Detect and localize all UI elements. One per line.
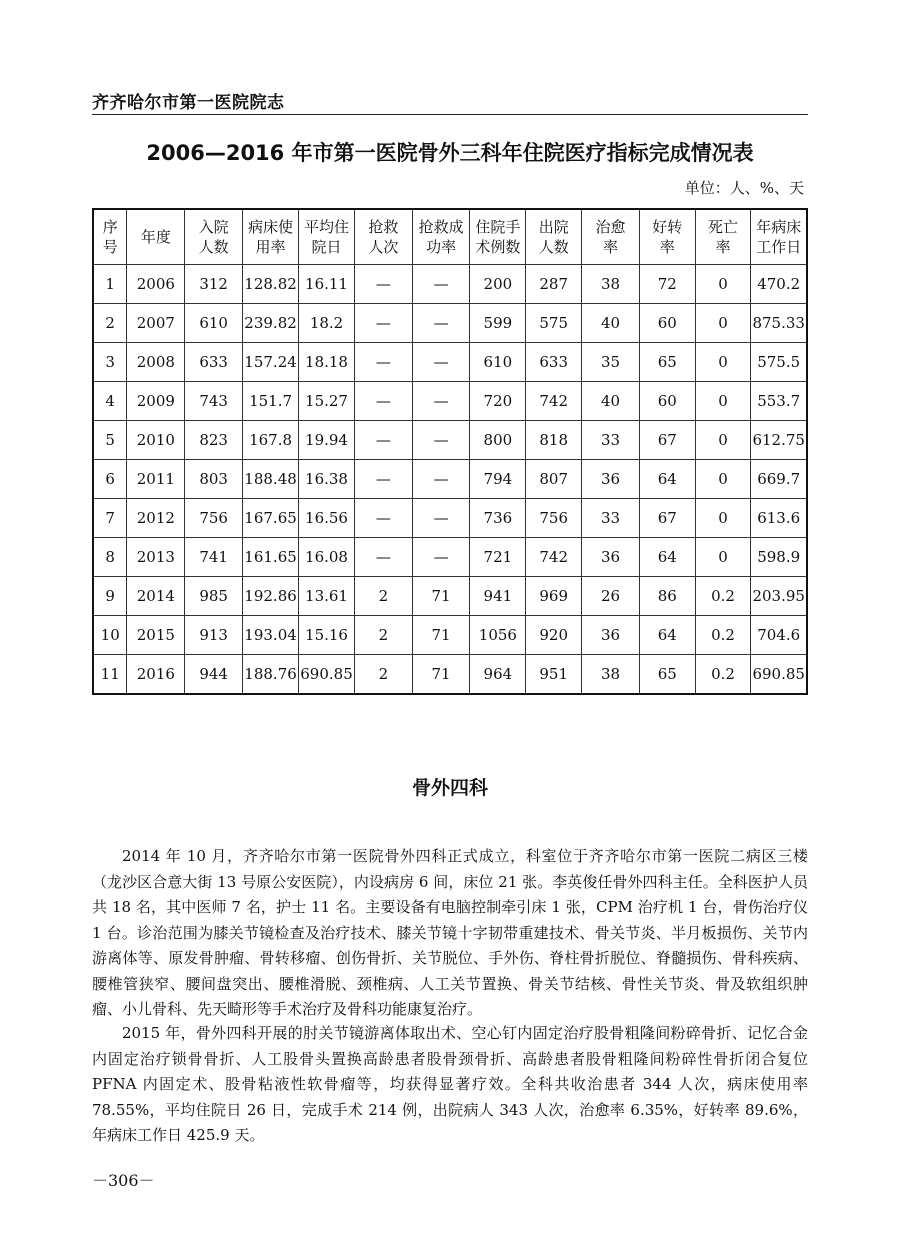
- table-cell: 690.85: [299, 655, 355, 695]
- column-header-line: 抢救成: [418, 218, 464, 236]
- column-header-line: 治愈: [595, 218, 626, 236]
- table-cell: 1: [93, 265, 127, 304]
- statistics-table: [92, 208, 808, 695]
- table-cell: —: [412, 382, 470, 421]
- table-cell: 2006: [127, 265, 185, 304]
- table-cell: 553.7: [751, 382, 807, 421]
- table-cell: 16.08: [299, 538, 355, 577]
- column-header-line: 年度: [140, 228, 171, 246]
- paragraph: 2014 年 10 月，齐齐哈尔市第一医院骨外四科正式成立，科室位于齐齐哈尔市第一医院二病区三楼（龙沙区合意大街 13 号原公安医院），内设病房 6 间，床位 21 张。李英俊任骨外四科主任。全科医护人员共 18 名，其中医师 7 名，护士 11 名。主要设备有电脑控制牵引床 1 张，CPM 治疗机 1 台，骨伤治疗仪 1 台。诊治范围为膝关节镜检查及治疗技术、膝关节镜十字韧带重建技术、骨关节炎、半月板损伤、关节内游离体等、原发骨肿瘤、骨转移瘤、创伤骨折、关节脱位、手外伤、脊柱骨折脱位、脊髓损伤、骨科疾病、腰椎管狭窄、腰间盘突出、腰椎滑脱、颈椎病、人工关节置换、骨关节结核、骨性关节炎、骨及软组织肿瘤、小儿骨科、先天畸形等手术治疗及骨科功能康复治疗。: [92, 847, 808, 1018]
- column-header: [639, 209, 695, 265]
- column-header: [751, 209, 807, 265]
- table-row: [93, 616, 807, 655]
- table-cell: 64: [639, 616, 695, 655]
- table-cell: 65: [639, 343, 695, 382]
- table-cell: 2: [355, 577, 413, 616]
- table-cell: —: [412, 343, 470, 382]
- table-cell: 704.6: [751, 616, 807, 655]
- table-row: [93, 304, 807, 343]
- column-header-line: 人数: [538, 238, 569, 256]
- table-cell: 9: [93, 577, 127, 616]
- table-cell: 5: [93, 421, 127, 460]
- table-cell: 875.33: [751, 304, 807, 343]
- column-header-line: 抢救: [368, 218, 399, 236]
- table-cell: 598.9: [751, 538, 807, 577]
- table-cell: 0.2: [695, 577, 751, 616]
- table-cell: 690.85: [751, 655, 807, 695]
- table-cell: 192.86: [243, 577, 299, 616]
- table-cell: —: [412, 460, 470, 499]
- table-cell: 2010: [127, 421, 185, 460]
- table-cell: 2015: [127, 616, 185, 655]
- table-cell: 575: [526, 304, 582, 343]
- table-cell: 2: [93, 304, 127, 343]
- table-cell: 920: [526, 616, 582, 655]
- table-cell: 736: [470, 499, 526, 538]
- table-unit: 单位：人、%、天: [684, 179, 804, 197]
- table-cell: 633: [526, 343, 582, 382]
- table-cell: —: [355, 421, 413, 460]
- table-row: [93, 265, 807, 304]
- table-cell: 599: [470, 304, 526, 343]
- table-cell: —: [355, 538, 413, 577]
- column-header-line: 出院: [538, 218, 569, 236]
- table-row: [93, 538, 807, 577]
- table-cell: 720: [470, 382, 526, 421]
- table-row: [93, 577, 807, 616]
- table-cell: 71: [412, 577, 470, 616]
- table-cell: 0: [695, 460, 751, 499]
- column-header-line: 率: [715, 238, 731, 256]
- table-row: [93, 655, 807, 695]
- table-cell: —: [355, 265, 413, 304]
- column-header: [582, 209, 640, 265]
- table-header-row: [93, 209, 807, 265]
- table-cell: 0: [695, 343, 751, 382]
- table-cell: 2008: [127, 343, 185, 382]
- table-cell: 756: [185, 499, 243, 538]
- table-cell: 742: [526, 538, 582, 577]
- section-title: 骨外四科: [411, 777, 488, 799]
- column-header-line: 人数: [198, 238, 229, 256]
- column-header-line: 率: [602, 238, 618, 256]
- table-row: [93, 460, 807, 499]
- column-header-line: 平均住: [304, 218, 350, 236]
- table-cell: 35: [582, 343, 640, 382]
- column-header-line: 号: [102, 238, 118, 256]
- table-row: [93, 382, 807, 421]
- table-cell: 13.61: [299, 577, 355, 616]
- table-row: [93, 499, 807, 538]
- table-cell: 1056: [470, 616, 526, 655]
- table-cell: 188.76: [243, 655, 299, 695]
- table-cell: 964: [470, 655, 526, 695]
- table-cell: —: [412, 499, 470, 538]
- table-cell: 287: [526, 265, 582, 304]
- table-cell: 33: [582, 421, 640, 460]
- page-number: －306－: [92, 1171, 155, 1190]
- column-header: [243, 209, 299, 265]
- table-cell: 86: [639, 577, 695, 616]
- table-cell: 470.2: [751, 265, 807, 304]
- column-header: [526, 209, 582, 265]
- column-header: [412, 209, 470, 265]
- table-cell: 26: [582, 577, 640, 616]
- table-cell: —: [355, 460, 413, 499]
- table-cell: 756: [526, 499, 582, 538]
- table-cell: 15.16: [299, 616, 355, 655]
- table-cell: —: [412, 304, 470, 343]
- table-cell: 742: [526, 382, 582, 421]
- table-cell: 2007: [127, 304, 185, 343]
- table-cell: 721: [470, 538, 526, 577]
- column-header-line: 病床使: [248, 218, 294, 236]
- table-cell: —: [355, 499, 413, 538]
- table-cell: —: [355, 343, 413, 382]
- table-cell: 741: [185, 538, 243, 577]
- table-cell: 60: [639, 382, 695, 421]
- table-cell: 2013: [127, 538, 185, 577]
- table-cell: 2011: [127, 460, 185, 499]
- table-cell: 65: [639, 655, 695, 695]
- table-cell: 0: [695, 421, 751, 460]
- table-cell: 803: [185, 460, 243, 499]
- table-cell: 167.8: [243, 421, 299, 460]
- table-cell: 633: [185, 343, 243, 382]
- table-cell: 71: [412, 655, 470, 695]
- table-cell: 188.48: [243, 460, 299, 499]
- table-cell: 2: [355, 616, 413, 655]
- table-cell: 161.65: [243, 538, 299, 577]
- column-header-line: 住院手: [475, 218, 521, 236]
- table-cell: 193.04: [243, 616, 299, 655]
- table-cell: 33: [582, 499, 640, 538]
- table-cell: 36: [582, 538, 640, 577]
- table-cell: 951: [526, 655, 582, 695]
- table-cell: 72: [639, 265, 695, 304]
- column-header-line: 死亡: [707, 218, 738, 236]
- column-header-line: 入院: [198, 218, 229, 236]
- column-header-line: 好转: [652, 218, 683, 236]
- paragraph: 2015 年，骨外四科开展的肘关节镜游离体取出术、空心钉内固定治疗股骨粗隆间粉碎骨折、记忆合金内固定治疗锁骨骨折、人工股骨头置换高龄患者股骨颈骨折、高龄患者股骨粗隆间粉碎性骨折闭合复位 PFNA 内固定术、股骨粘液性软骨瘤等，均获得显著疗效。全科共收治患者 344 人次，病床使用率 78.55%，平均住院日 26 日，完成手术 214 例，出院病人 343 人次，治愈率 6.35%，好转率 89.6%，年病床工作日 425.9 天。: [92, 1024, 808, 1144]
- table-cell: 40: [582, 382, 640, 421]
- column-header-line: 功率: [426, 238, 457, 256]
- column-header-line: 年病床: [756, 218, 802, 236]
- column-header-line: 院日: [311, 238, 342, 256]
- table-cell: 38: [582, 265, 640, 304]
- table-cell: 7: [93, 499, 127, 538]
- table-cell: 2012: [127, 499, 185, 538]
- column-header-line: 用率: [255, 238, 286, 256]
- header-rule: [92, 114, 808, 115]
- table-cell: 613.6: [751, 499, 807, 538]
- table-cell: —: [355, 304, 413, 343]
- table-cell: 167.65: [243, 499, 299, 538]
- table-cell: 2009: [127, 382, 185, 421]
- table-cell: 16.38: [299, 460, 355, 499]
- table-cell: 0.2: [695, 616, 751, 655]
- column-header: [355, 209, 413, 265]
- table-cell: 10: [93, 616, 127, 655]
- table-cell: 944: [185, 655, 243, 695]
- table-cell: 2: [355, 655, 413, 695]
- table-cell: 610: [185, 304, 243, 343]
- table-cell: 818: [526, 421, 582, 460]
- column-header: [470, 209, 526, 265]
- table-cell: 0: [695, 499, 751, 538]
- table-cell: 18.2: [299, 304, 355, 343]
- table-cell: 18.18: [299, 343, 355, 382]
- table-cell: 71: [412, 616, 470, 655]
- table-cell: 2016: [127, 655, 185, 695]
- table-cell: 239.82: [243, 304, 299, 343]
- table-cell: 2014: [127, 577, 185, 616]
- table-cell: 15.27: [299, 382, 355, 421]
- table-cell: 800: [470, 421, 526, 460]
- column-header-line: 率: [659, 238, 675, 256]
- book-title: 齐齐哈尔市第一医院院志: [92, 93, 285, 113]
- table-cell: 203.95: [751, 577, 807, 616]
- table-cell: 4: [93, 382, 127, 421]
- table-cell: 610: [470, 343, 526, 382]
- table-cell: 40: [582, 304, 640, 343]
- table-cell: 8: [93, 538, 127, 577]
- column-header: [185, 209, 243, 265]
- table-cell: 16.11: [299, 265, 355, 304]
- table-body: [93, 265, 807, 695]
- column-header-line: 序: [102, 218, 118, 236]
- table-cell: 743: [185, 382, 243, 421]
- table-cell: 60: [639, 304, 695, 343]
- table-cell: 669.7: [751, 460, 807, 499]
- table-cell: 941: [470, 577, 526, 616]
- table-cell: 36: [582, 460, 640, 499]
- table-cell: 19.94: [299, 421, 355, 460]
- table-cell: 0: [695, 382, 751, 421]
- table-cell: 200: [470, 265, 526, 304]
- table-cell: 0: [695, 265, 751, 304]
- column-header-line: 工作日: [756, 238, 802, 256]
- table-cell: 64: [639, 538, 695, 577]
- table-cell: 807: [526, 460, 582, 499]
- table-title: 2006—2016 年市第一医院骨外三科年住院医疗指标完成情况表: [146, 141, 754, 165]
- table-cell: 913: [185, 616, 243, 655]
- table-cell: 0: [695, 304, 751, 343]
- table-cell: 6: [93, 460, 127, 499]
- table-cell: 11: [93, 655, 127, 695]
- column-header: [695, 209, 751, 265]
- table-cell: 0: [695, 538, 751, 577]
- table-cell: 312: [185, 265, 243, 304]
- table-cell: 612.75: [751, 421, 807, 460]
- table-cell: 0.2: [695, 655, 751, 695]
- column-header-line: 人次: [368, 238, 399, 256]
- table-cell: 36: [582, 616, 640, 655]
- table-cell: —: [412, 265, 470, 304]
- table-cell: 64: [639, 460, 695, 499]
- column-header: [299, 209, 355, 265]
- table-cell: 157.24: [243, 343, 299, 382]
- table-cell: —: [412, 421, 470, 460]
- table-cell: 38: [582, 655, 640, 695]
- table-cell: —: [355, 382, 413, 421]
- column-header-line: 术例数: [475, 238, 521, 256]
- table-cell: 575.5: [751, 343, 807, 382]
- column-header: [127, 209, 185, 265]
- table-cell: 3: [93, 343, 127, 382]
- column-header: [93, 209, 127, 265]
- table-cell: 67: [639, 499, 695, 538]
- table-cell: 823: [185, 421, 243, 460]
- table-cell: 151.7: [243, 382, 299, 421]
- table-cell: —: [412, 538, 470, 577]
- table-cell: 985: [185, 577, 243, 616]
- table-cell: 969: [526, 577, 582, 616]
- table-cell: 16.56: [299, 499, 355, 538]
- table-cell: 67: [639, 421, 695, 460]
- table-cell: 794: [470, 460, 526, 499]
- table-row: [93, 343, 807, 382]
- table-cell: 128.82: [243, 265, 299, 304]
- table-row: [93, 421, 807, 460]
